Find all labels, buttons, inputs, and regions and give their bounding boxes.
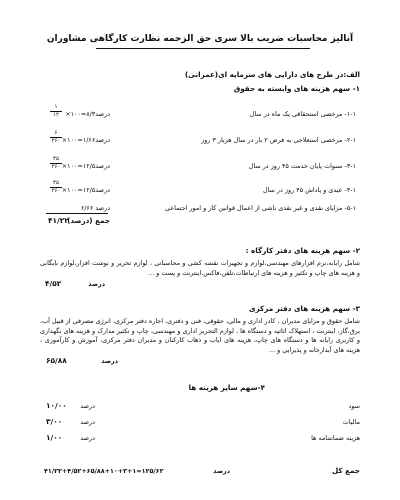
other-cost-value: ۱/۰۰: [46, 433, 63, 442]
section-3-text: شامل حقوق و مزایای مدیران ، کادر اداری و مالی، حقوقی، فنی و دفتری، اجاره دفتر مرکزی، انرژی مصرفی از قبیل آب، برق،گاز، اینترنت ، استهلاک اثاثیه و دستگاه ها ، لوازم التحریر اداری و مهندسی، چاپ و تکثیر مدارک و هزینه های نگهداری و کاربری رایانه ها و دستگاه های چاپ، هزینه های ایاب و ذهاب کارکنان و مدیران دفتر مرکزی، آموزش و کارآموزی ، هزینه های آبدارخانه و پذیرایی و ...: [40, 317, 360, 354]
fraction-denominator: ۳۶۰: [51, 137, 61, 144]
item-label: ۱-۱- مرخصی استحقاقی یک ماه در سال: [249, 110, 356, 118]
section-3-heading: ۳- سهم هزینه های دفتر مرکزی: [248, 304, 360, 313]
total-rule: [46, 213, 108, 214]
item-label: ۲-۱- مرخصی استعلاجی به فرض ۲ بار در سال هربار ۳ روز: [201, 136, 356, 144]
grand-total-label: جمع کل: [331, 466, 360, 475]
item-label: ۵-۱- مزایای نقدی و غیر نقدی ناشی از اعمال قوانین کار و امور اجتماعی: [165, 204, 356, 212]
fraction-numerator: ۶: [54, 130, 58, 136]
title-underline: [96, 48, 310, 49]
section-2-text: شامل رایانه،نرم افزارهای مهندسی،لوازم و تجهیزات نقشه کشی و محاسباتی ، لوازم تحریر و نوشت افزار،لوازم بایگانی و هزینه های چاپ و تکثیر و هزینه های ارتباطات،تلفن،فاکس،اینترنت و پست و ...: [40, 259, 360, 277]
item-calc: درصد۱۲/۵=۱۰۰×: [61, 162, 110, 170]
other-cost-pct: درصد: [80, 402, 95, 410]
item-calc: درصد۸/۳=۱۰۰×: [65, 110, 110, 118]
section-4-heading: ۴-سهم سایر هزینه ها: [188, 383, 265, 392]
other-cost-value: ۱۰/۰۰: [46, 401, 67, 410]
other-cost-value: ۳/۰۰: [46, 417, 63, 426]
section-2-heading: ۲- سهم هزینه های دفتر کارگاه :: [245, 246, 360, 255]
item-label: ۴-۱- عیدی و پاداش ۴۵ روز در سال: [262, 186, 356, 194]
other-cost-label: هزینه ضمانتنامه ها: [311, 434, 360, 442]
fraction-numerator: ۱: [54, 104, 58, 110]
section-1-total-label: جمع (درصد): [67, 216, 110, 225]
section-3-pct-label: درصد: [101, 357, 118, 365]
grand-total-formula: ۴۱/۲۲+۴/۵۲+۶۵/۸۸+۱۰+۳+۱=۱۲۵/۶۲: [44, 467, 164, 475]
section-3-value: ۶۵/۸۸: [46, 356, 67, 365]
section-1-total-value: ۴۱/۲۲: [48, 216, 69, 225]
item-fraction: [50, 156, 62, 170]
item-fraction: [50, 130, 62, 144]
fraction-numerator: ۴۵: [53, 156, 60, 162]
fraction-denominator: ۳۶۰: [51, 163, 61, 170]
item-label: ۳-۱- سنوات پایان خدمت ۴۵ روز در سال: [248, 162, 356, 170]
other-cost-pct: درصد: [80, 418, 95, 426]
grand-total-pct: درصد: [213, 467, 230, 475]
item-calc: درصد۱۲/۵=۱۰۰×: [61, 186, 110, 194]
fraction-denominator: ۱۲: [53, 111, 60, 118]
item-fraction: [50, 104, 62, 118]
section-2-value: ۴/۵۲: [45, 279, 62, 288]
section-1-heading: ۱- سهم هزینه های وابسته به حقوق: [233, 84, 360, 93]
item-calc: درصد ۶/۶۶: [80, 204, 110, 212]
section-2-pct-label: درصد: [88, 280, 105, 288]
other-cost-label: سود: [348, 402, 360, 410]
fraction-denominator: ۳۶۰: [51, 187, 61, 194]
section-a-heading: الف:در طرح های دارایی های سرمایه ای(عمرانی): [184, 70, 360, 79]
other-cost-pct: درصد: [80, 434, 95, 442]
item-calc: درصد۱/۶۶=۱۰۰×: [61, 136, 110, 144]
document-title: آنالیز محاسبات ضریب بالا سری حق الزحمه نظارت کارگاهی مشاوران: [46, 34, 354, 44]
fraction-numerator: ۴۵: [53, 180, 60, 186]
item-fraction: [50, 180, 62, 194]
other-cost-label: مالیات: [342, 418, 360, 426]
